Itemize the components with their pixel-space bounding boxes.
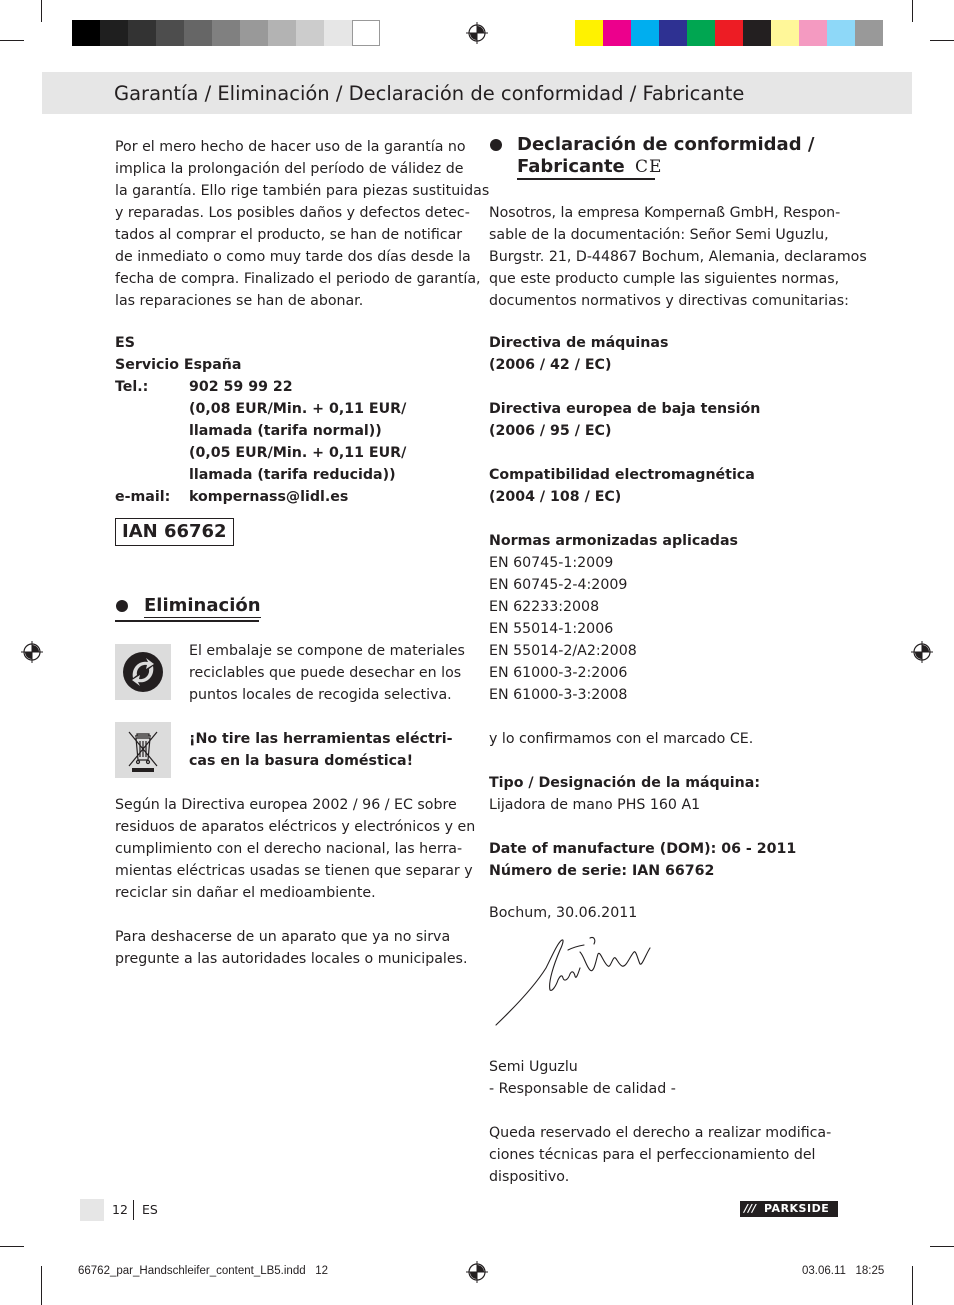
color-swatch <box>575 20 603 46</box>
crop-mark <box>0 1246 24 1247</box>
color-swatch <box>603 20 631 46</box>
place-date: Bochum, 30.06.2011 <box>489 905 638 921</box>
ian-box: IAN 66762 <box>115 518 234 546</box>
text-line: las reparaciones se han de abonar. <box>115 293 364 309</box>
conformity-heading-text: Fabricante <box>517 156 625 177</box>
tel-line: (0,05 EUR/Min. + 0,11 EUR/ <box>189 445 407 461</box>
directive-title: Compatibilidad electromagnética <box>489 467 755 483</box>
norms-list <box>489 552 849 706</box>
text-line: Según la Directiva europea 2002 / 96 / EC sobre <box>115 797 457 813</box>
norm-item: EN 55014-1:2006 <box>489 621 614 637</box>
heading-underline <box>115 620 259 622</box>
color-swatch <box>324 20 352 46</box>
conformity-intro <box>489 202 867 312</box>
slug-page: 12 <box>315 1265 329 1277</box>
signatory-name: Semi Uguzlu <box>489 1059 578 1075</box>
crop-mark <box>912 0 913 22</box>
page-number: 12 <box>112 1202 128 1217</box>
heading-underline <box>517 178 655 180</box>
text-line: fecha de compra. Finalizado el periodo de garantía, <box>115 271 481 287</box>
norms-title: Normas armonizadas aplicadas <box>489 533 738 549</box>
directive-code: (2004 / 108 / EC) <box>489 489 622 505</box>
disposal-heading-text: Eliminación <box>144 595 261 616</box>
bullet-icon <box>490 139 502 151</box>
tel-line: 902 59 99 22 <box>189 379 293 395</box>
tel-line: llamada (tarifa normal)) <box>189 423 382 439</box>
slug-date: 03.06.11 <box>802 1265 846 1277</box>
color-swatch <box>100 20 128 46</box>
machine-type-label: Tipo / Designación de la máquina: <box>489 775 761 791</box>
slug-timestamp <box>802 1265 884 1277</box>
norm-item: EN 60745-1:2009 <box>489 555 614 571</box>
brand-logo <box>740 1201 838 1217</box>
warranty-text <box>115 136 490 312</box>
email-address: kompernass@lidl.es <box>189 489 349 505</box>
recycle-icon <box>115 644 171 700</box>
color-swatch <box>659 20 687 46</box>
spacer <box>489 376 849 398</box>
crop-mark <box>930 40 954 41</box>
color-swatch <box>771 20 799 46</box>
text-line: implica la prolongación del período de válidez de <box>115 161 464 177</box>
text-line: sable de la documentación: Señor Semi Uguzlu, <box>489 227 829 243</box>
ce-confirmation: y lo confirmamos con el marcado CE. <box>489 731 754 747</box>
text-line: Queda reservado el derecho a realizar modifica- <box>489 1125 832 1141</box>
color-swatch <box>352 20 380 46</box>
date-of-manufacture: Date of manufacture (DOM): 06 - 2011 <box>489 841 797 857</box>
text-line: pregunte a las autoridades locales o municipales. <box>115 951 468 967</box>
norm-item: EN 62233:2008 <box>489 599 600 615</box>
color-swatch <box>128 20 156 46</box>
crop-mark <box>0 40 24 41</box>
slug-time: 18:25 <box>855 1265 885 1277</box>
crop-mark <box>930 1246 954 1247</box>
directive-code: (2006 / 95 / EC) <box>489 423 612 439</box>
directive-text <box>115 794 476 904</box>
directives-list <box>489 332 849 508</box>
text-line: ¡No tire las herramientas eléctri- <box>189 731 453 747</box>
text-line: mientas eléctricas usadas se tienen que separar y <box>115 863 473 879</box>
serial-number: Número de serie: IAN 66762 <box>489 863 715 879</box>
text-line: Por el mero hecho de hacer uso de la garantía no <box>115 139 466 155</box>
color-swatch <box>743 20 771 46</box>
color-swatch <box>296 20 324 46</box>
color-swatch <box>184 20 212 46</box>
color-swatch <box>631 20 659 46</box>
signature-image <box>490 930 670 1030</box>
ce-mark-icon: CE <box>635 157 663 177</box>
color-swatch <box>855 20 883 46</box>
spacer <box>489 442 849 464</box>
color-swatch <box>827 20 855 46</box>
brand-slashes-icon: /// <box>744 1202 757 1215</box>
service-name: Servicio España <box>115 357 242 373</box>
color-swatch <box>715 20 743 46</box>
directive-code: (2006 / 42 / EC) <box>489 357 612 373</box>
text-line: El embalaje se compone de materiales <box>189 643 465 659</box>
header-band <box>42 72 912 114</box>
slug-file: 66762_par_Handschleifer_content_LB5.indd <box>78 1265 306 1277</box>
text-line: la garantía. Ello rige también para piezas sustituidas <box>115 183 490 199</box>
conformity-heading-line2 <box>517 156 662 178</box>
page-tab <box>80 1199 104 1221</box>
text-line: cas en la basura doméstica! <box>189 753 414 769</box>
text-line: reciclar sin dañar el medioambiente. <box>115 885 376 901</box>
crop-mark <box>41 0 42 22</box>
registration-mark-icon <box>466 1261 488 1283</box>
reserve-text <box>489 1122 849 1188</box>
disposal-heading <box>144 595 261 617</box>
page-language: ES <box>142 1202 158 1217</box>
crop-mark <box>41 1266 42 1305</box>
text-line: documentos normativos y directivas comunitarias: <box>489 293 849 309</box>
brand-name: PARKSIDE <box>764 1202 830 1215</box>
crop-mark <box>912 1266 913 1305</box>
registration-mark-icon <box>21 641 43 663</box>
tel-line: llamada (tarifa reducida)) <box>189 467 396 483</box>
text-line: Nosotros, la empresa Kompernaß GmbH, Respon- <box>489 205 841 221</box>
color-swatch <box>240 20 268 46</box>
weee-warning <box>189 728 469 772</box>
text-line: reciclables que puede desechar en los <box>189 665 462 681</box>
norm-item: EN 61000-3-2:2006 <box>489 665 628 681</box>
text-line: dispositivo. <box>489 1169 570 1185</box>
signatory-role: - Responsable de calidad - <box>489 1081 676 1097</box>
norm-item: EN 55014-2/A2:2008 <box>489 643 637 659</box>
norm-item: EN 60745-2-4:2009 <box>489 577 628 593</box>
directive-title: Directiva europea de baja tensión <box>489 401 761 417</box>
text-line: ciones técnicas para el perfeccionamiento del <box>489 1147 816 1163</box>
footer-divider <box>133 1200 134 1220</box>
registration-mark-icon <box>466 22 488 44</box>
text-line: tados al comprar el producto, se han de notificar <box>115 227 463 243</box>
recycle-text <box>189 640 469 706</box>
color-swatch <box>156 20 184 46</box>
text-line: cumplimiento con el derecho nacional, las herra- <box>115 841 463 857</box>
directive-title: Directiva de máquinas <box>489 335 669 351</box>
text-line: residuos de aparatos eléctricos y electrónicos y en <box>115 819 476 835</box>
color-swatch <box>268 20 296 46</box>
weee-bin-icon <box>115 722 171 778</box>
tel-line: (0,08 EUR/Min. + 0,11 EUR/ <box>189 401 407 417</box>
norm-item: EN 61000-3-3:2008 <box>489 687 628 703</box>
dispose-text <box>115 926 470 970</box>
color-swatch <box>212 20 240 46</box>
text-line: Para deshacerse de un aparato que ya no sirva <box>115 929 451 945</box>
text-line: puntos locales de recogida selectiva. <box>189 687 452 703</box>
conformity-heading-line1: Declaración de conformidad / <box>517 134 815 155</box>
bullet-icon <box>116 600 128 612</box>
text-line: Burgstr. 21, D-44867 Bochum, Alemania, declaramos <box>489 249 867 265</box>
color-swatch <box>687 20 715 46</box>
page-title: Garantía / Eliminación / Declaración de conformidad / Fabricante <box>114 82 745 105</box>
service-country: ES <box>115 335 135 351</box>
machine-type-value: Lijadora de mano PHS 160 A1 <box>489 797 701 813</box>
text-line: y reparadas. Los posibles daños y defectos detec- <box>115 205 470 221</box>
tel-details <box>189 376 469 486</box>
tel-label: Tel.: <box>115 379 149 395</box>
color-swatch <box>799 20 827 46</box>
text-line: de inmediato o como muy tarde dos días desde la <box>115 249 471 265</box>
color-swatch <box>72 20 100 46</box>
text-line: que este producto cumple las siguientes normas, <box>489 271 840 287</box>
slug-file-info <box>78 1265 328 1277</box>
registration-mark-icon <box>911 641 933 663</box>
email-label: e-mail: <box>115 489 171 505</box>
